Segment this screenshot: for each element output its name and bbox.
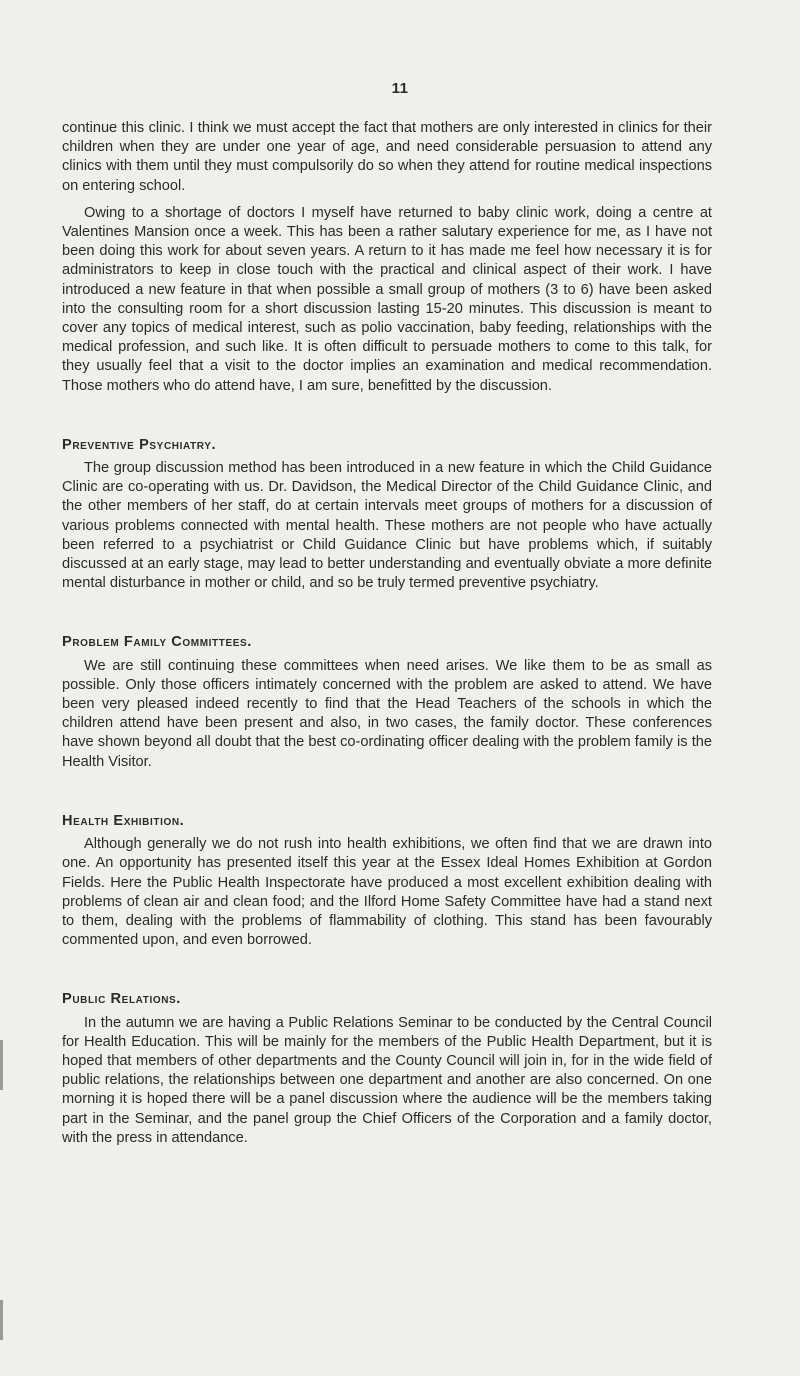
section-heading-public-relations: Public Relations. [62,991,181,1008]
scan-edge-mark [0,1300,3,1340]
section-text-health-exhibition: Although generally we do not rush into health exhibitions, we often find that we are drawn into one. An opportunity has presented itself this year at the Essex Ideal Homes Exhibition at Gordon Fields. Here the Public Health Inspectorate have produced a most excellent exhibition dealing with problems of clean air and clean food; and the Ilford Home Safety Committee have had a stand next to them, dealing with the problems of flammability of clothing. This stand has been favourably commented upon, and even borrowed. [62,836,712,949]
body-text [62,119,712,1148]
page-number: 11 [391,80,409,97]
paragraph-continued: continue this clinic. I think we must accept the fact that mothers are only interested in clinics for their children when they are under one year of age, and need considerable persuasion to attend any clinics with them until they must compulsorily do so when they attend for routine medical inspections on entering school. [62,120,712,194]
paragraph-baby-clinic: Owing to a shortage of doctors I myself have returned to baby clinic work, doing a centre at Valentines Mansion once a week. This has been a rather salutary experience for me, as I have not been doing this work for about seven years. A return to it has made me feel how necessary it is for administrators to keep in close touch with the practical and clinical aspect of their work. I have introduced a new feature in that when possible a small group of mothers (3 to 6) have been asked into the consulting room for a short discussion lasting 15-20 minutes. This discussion is meant to cover any topics of medical interest, such as polio vaccination, baby feeding, relationships with the medical profession, and such like. It is often difficult to persuade mothers to come to this talk, for they usually feel that a visit to the doctor implies an examination and medical recommendation. Those mothers who do attend have, I am sure, benefitted by the discussion. [62,204,712,394]
section-heading-health-exhibition: Health Exhibition. [62,812,185,829]
section-text-problem-family-committees: We are still continuing these committees when need arises. We like them to be as small as possible. Only those officers intimately concerned with the problem are asked to attend. We have been very pleased indeed recently to find that the Head Teachers of the schools in which the children attend have been present and also, in two cases, the family doctor. These conferences have shown beyond all doubt that the best co-ordinating officer dealing with the problem family is the Health Visitor. [62,657,712,770]
section-heading-preventive-psychiatry: Preventive Psychiatry. [62,436,217,453]
section-text-public-relations: In the autumn we are having a Public Relations Seminar to be conducted by the Central Council for Health Education. This will be mainly for the members of the Public Health Department, but it is hoped that members of other departments and the County Council will join in, for in the wide field of public relations, the relationships between one department and another are also concerned. On one morning it is hoped there will be a panel discussion where the audience will be the members taking part in the Seminar, and the panel group the Chief Officers of the Corporation and a family doctor, with the press in attendance. [62,1014,712,1146]
section-heading-problem-family-committees: Problem Family Committees. [62,634,252,651]
scan-edge-mark [0,1040,3,1090]
section-text-preventive-psychiatry: The group discussion method has been introduced in a new feature in which the Child Guidance Clinic are co-operating with us. Dr. Davidson, the Medical Director of the Child Guidance Clinic, and the other members of her staff, do at certain intervals meet groups of mothers for a discussion of various problems connected with mental health. These mothers are not people who have actually been referred to a psychiatrist or Child Guidance Clinic but have problems which, if suitably discussed at an early stage, may lead to better understanding and eventually obviate a more definite mental disturbance in mother or child, and so be truly termed preventive psychiatry. [62,460,712,592]
